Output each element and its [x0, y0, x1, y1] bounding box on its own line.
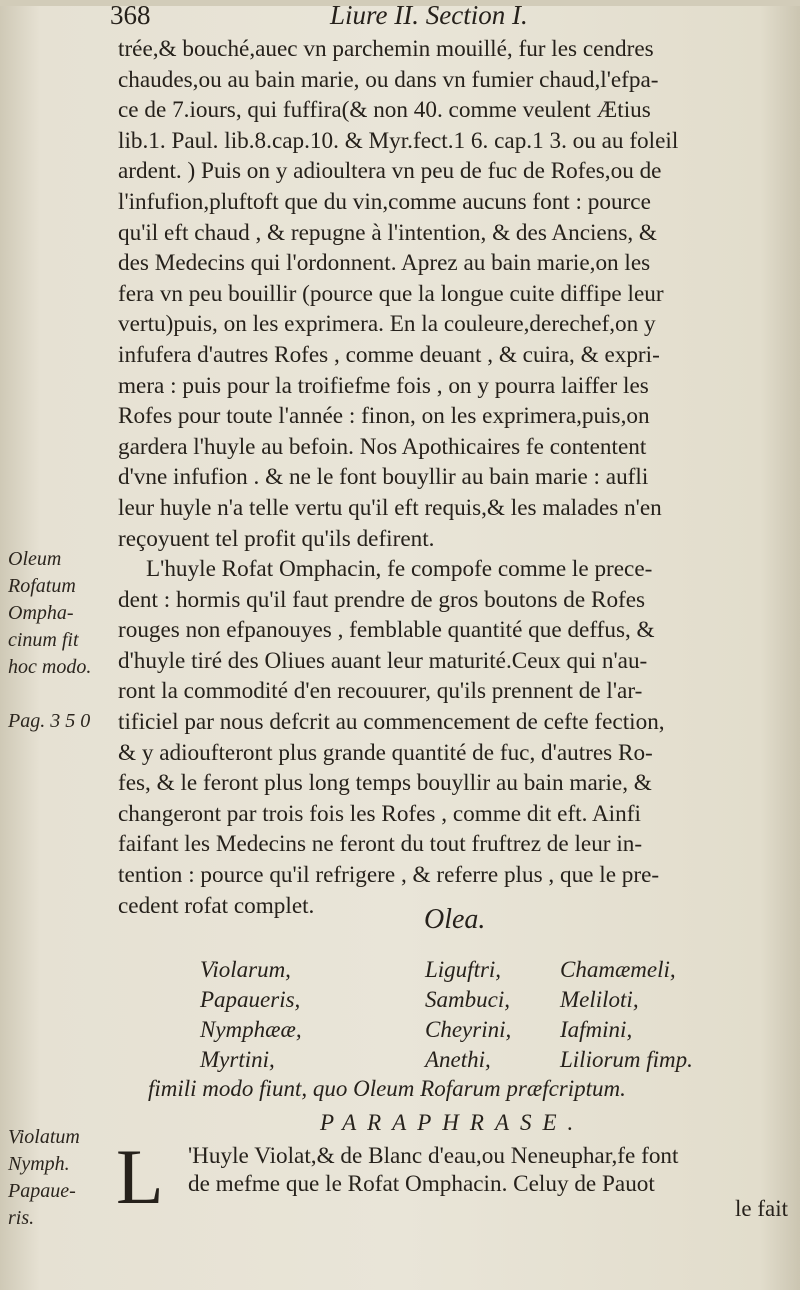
text-line: changeront par trois fois les Rofes , comme dit eft. Ainfi [118, 800, 641, 827]
olea-item: Nymphææ, [200, 1017, 302, 1042]
text-line: & y adioufteront plus grande quantité de fuc, d'autres Ro- [118, 739, 653, 766]
text-line: fes, & le feront plus long temps bouyllir au bain marie, & [118, 770, 652, 797]
margin-note-line: Ompha- [8, 602, 74, 624]
text-line: tificiel par nous defcrit au commencement de cefte fection, [118, 709, 665, 736]
text-line: qu'il eft chaud , & repugne à l'intention, & des Anciens, & [118, 219, 657, 246]
margin-note-line: cinum fit [8, 629, 79, 651]
text-line: leur huyle n'a telle vertu qu'il eft requis,& les malades n'en [118, 494, 662, 521]
olea-item: Myrtini, [200, 1047, 275, 1072]
margin-note-line: Nymph. [8, 1153, 70, 1175]
text-line: ce de 7.iours, qui fuffira(& non 40. comme veulent Ætius [118, 97, 651, 124]
text-line: lib.1. Paul. lib.8.cap.10. & Myr.fect.1 6. cap.1 3. ou au foleil [118, 127, 679, 154]
text-line: l'infufion,pluftoft que du vin,comme aucuns font : pource [118, 188, 651, 215]
margin-note-line: Pag. 3 5 0 [8, 710, 91, 732]
text-line: mera : puis pour la troifiefme fois , on y pourra laiffer les [118, 372, 649, 399]
text-line: gardera l'huyle au befoin. Nos Apothicaires fe contentent [118, 433, 647, 460]
text-line: cedent rofat complet. [118, 892, 315, 919]
catchword: le fait [735, 1196, 788, 1221]
text-line: reçoyuent tel profit qu'ils defirent. [118, 525, 435, 552]
olea-footer: fimili modo fiunt, quo Oleum Rofarum præfcriptum. [148, 1076, 626, 1101]
olea-item: Papaueris, [200, 987, 301, 1012]
olea-item: Liliorum fimp. [560, 1047, 693, 1072]
margin-note-page-ref [8, 708, 116, 735]
text-line: L'huyle Rofat Omphacin, fe compofe comme le prece- [146, 556, 653, 583]
margin-note-line: ris. [8, 1207, 35, 1229]
olea-item: Chamæmeli, [560, 957, 676, 982]
text-line: infufera d'autres Rofes , comme deuant , & cuira, & expri- [118, 341, 660, 368]
margin-note-oleum [8, 546, 116, 681]
olea-item: Iafmini, [560, 1017, 633, 1042]
text-line: ardent. ) Puis on y adioultera vn peu de fuc de Rofes,ou de [118, 158, 662, 185]
olea-row [200, 1015, 760, 1045]
drop-cap: L [116, 1133, 164, 1220]
running-head: Liure II. Section I. [330, 0, 528, 30]
text-line: rouges non efpanouyes , femblable quantité que deffus, & [118, 617, 655, 644]
olea-item: Sambuci, [425, 987, 510, 1012]
paraphrase-heading: PARAPHRASE. [320, 1110, 585, 1135]
olea-item: Cheyrini, [425, 1017, 512, 1042]
text-line: de mefme que le Rofat Omphacin. Celuy de Pauot [188, 1171, 655, 1197]
olea-item: Meliloti, [560, 987, 639, 1012]
margin-note-line: Papaue- [8, 1180, 76, 1202]
text-line: chaudes,ou au bain marie, ou dans vn fumier chaud,l'efpa- [118, 66, 659, 93]
text-line: Rofes pour toute l'année : finon, on les exprimera,puis,on [118, 403, 650, 430]
text-line: trée,& bouché,auec vn parchemin mouillé, fur les cendres [118, 36, 654, 62]
text-line: tention : pource qu'il refrigere , & referre plus , que le pre- [118, 862, 660, 889]
olea-item: Violarum, [200, 957, 291, 982]
text-line: des Medecins qui l'ordonnent. Aprez au bain marie,on les [118, 250, 651, 277]
margin-note-line: Violatum [8, 1126, 80, 1148]
margin-note-line: Rofatum [8, 575, 76, 597]
margin-note-line: hoc modo. [8, 656, 92, 678]
olea-heading: Olea. [424, 904, 486, 935]
text-line: ront la commodité d'en recouurer, qu'ils prennent de l'ar- [118, 678, 643, 705]
olea-list [200, 955, 760, 1075]
text-line: fera vn peu bouillir (pource que la longue cuite diffipe leur [118, 280, 664, 307]
text-line: 'Huyle Violat,& de Blanc d'eau,ou Neneuphar,fe font [188, 1143, 679, 1169]
olea-item: Liguftri, [425, 957, 502, 982]
olea-row [200, 1045, 760, 1075]
text-line: dent : hormis qu'il faut prendre de gros boutons de Rofes [118, 586, 646, 613]
margin-note-violatum [8, 1124, 116, 1232]
text-line: d'vne infufion . & ne le font bouyllir au bain marie : aufli [118, 464, 649, 491]
page-header [110, 2, 760, 34]
text-line: d'huyle tiré des Oliues auant leur maturité.Ceux qui n'au- [118, 647, 648, 674]
olea-item: Anethi, [425, 1047, 491, 1072]
text-line: vertu)puis, on les exprimera. En la couleure,derechef,on y [118, 311, 656, 338]
margin-note-line: Oleum [8, 548, 62, 570]
text-line: faifant les Medecins ne feront du tout fruftrez de leur in- [118, 831, 643, 858]
main-text [118, 34, 790, 921]
olea-row [200, 955, 760, 985]
olea-row [200, 985, 760, 1015]
page-number: 368 [110, 0, 151, 30]
paraphrase-text [188, 1142, 788, 1198]
